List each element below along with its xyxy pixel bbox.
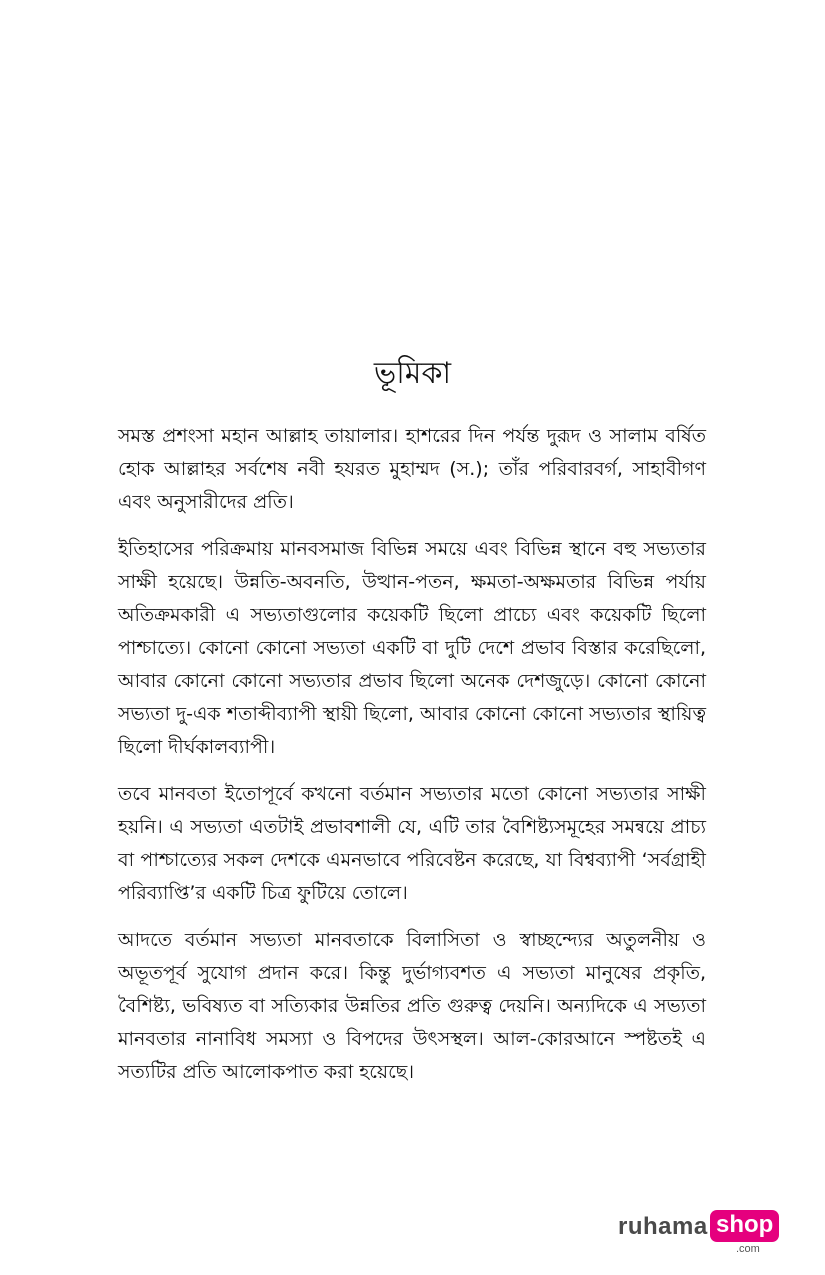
paragraph-1: সমস্ত প্রশংসা মহান আল্লাহ তায়ালার। হাশরের দিন পর্যন্ত দুরূদ ও সালাম বর্ষিত হোক আল্লাহর সর্বশেষ নবী হযরত মুহাম্মদ (স.); তাঁর পরিবারবর্গ, সাহাবীগণ এবং অনুসারীদের প্রতি।: [118, 425, 706, 513]
page-title: ভূমিকা: [373, 356, 452, 391]
watermark-shop-badge: shop: [710, 1210, 779, 1242]
body-text: [118, 420, 706, 1103]
paragraph-4: আদতে বর্তমান সভ্যতা মানবতাকে বিলাসিতা ও স্বাচ্ছন্দ্যের অতুলনীয় ও অভূতপূর্ব সুযোগ প্রদান করে। কিন্তু দুর্ভাগ্যবশত এ সভ্যতা মানুষের প্রকৃতি, বৈশিষ্ট্য, ভবিষ্যত বা সত্যিকার উন্নতির প্রতি গুরুত্ব দেয়নি। অন্যদিকে এ সভ্যতা মানবতার নানাবিধ সমস্যা ও বিপদের উৎসস্থল। আল-কোরআনে স্পষ্টতই এ সত্যটির প্রতি আলোকপাত করা হয়েছে।: [118, 929, 706, 1083]
paragraph-2: ইতিহাসের পরিক্রমায় মানবসমাজ বিভিন্ন সময়ে এবং বিভিন্ন স্থানে বহু সভ্যতার সাক্ষী হয়েছে। উন্নতি-অবনতি, উত্থান-পতন, ক্ষমতা-অক্ষমতার বিভিন্ন পর্যায় অতিক্রমকারী এ সভ্যতাগুলোর কয়েকটি ছিলো প্রাচ্যে এবং কয়েকটি ছিলো পাশ্চাত্যে। কোনো কোনো সভ্যতা একটি বা দুটি দেশে প্রভাব বিস্তার করেছিলো, আবার কোনো কোনো সভ্যতার প্রভাব ছিলো অনেক দেশজুড়ে। কোনো কোনো সভ্যতা দু-এক শতাব্দীব্যাপী স্থায়ী ছিলো, আবার কোনো কোনো সভ্যতার স্থায়িত্ব ছিলো দীর্ঘকালব্যাপী।: [118, 538, 706, 758]
watermark-ruhama-text: ruhama: [618, 1213, 708, 1240]
ruhamashop-watermark-logo: [618, 1210, 778, 1260]
paragraph-3: তবে মানবতা ইতোপূর্বে কখনো বর্তমান সভ্যতার মতো কোনো সভ্যতার সাক্ষী হয়নি। এ সভ্যতা এতটাই প্রভাবশালী যে, এটি তার বৈশিষ্ট্যসমূহের সমন্বয়ে প্রাচ্য বা পাশ্চাত্যের সকল দেশকে এমনভাবে পরিবেষ্টন করেছে, যা বিশ্বব্যাপী ‘সর্বগ্রাহী পরিব্যাপ্তি’র একটি চিত্র ফুটিয়ে তোলে।: [118, 783, 706, 904]
watermark-com-text: .com: [736, 1243, 760, 1255]
